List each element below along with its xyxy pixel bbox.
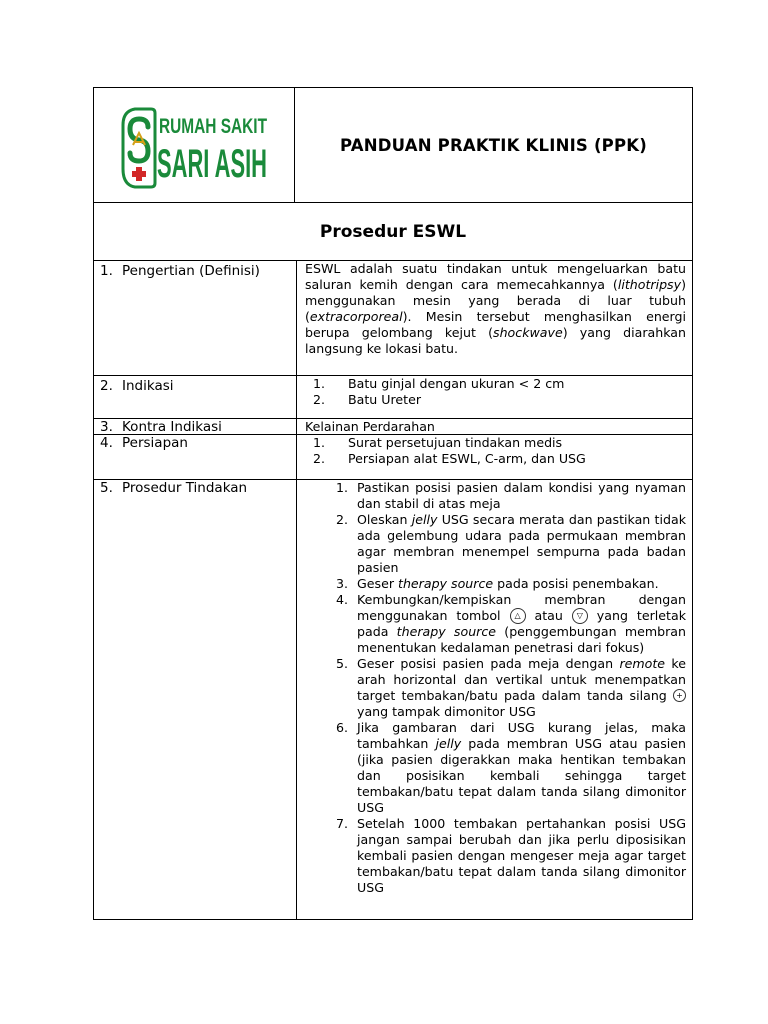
inflate-button-icon: △ xyxy=(510,608,526,624)
hospital-logo xyxy=(119,99,269,191)
indication-list xyxy=(305,376,686,408)
list-item: 6. Jika gambaran dari USG kurang jelas, maka tambahkan jelly pada membran USG atau pasien (jika pasien digerakkan maka hentikan tembakan dan posisikan kembali sehingga target tembakan/batu tepat dalam tanda silang dimonitor USG xyxy=(335,720,687,815)
procedure-list xyxy=(305,480,686,896)
contraindication-text: Kelainan Perdarahan xyxy=(305,419,435,434)
logo-line2: SARI ASIH xyxy=(157,142,267,186)
section-procedure xyxy=(93,479,693,920)
list-item: 2. Oleskan jelly USG secara merata dan pastikan tidak ada gelembung udara pada permukaan membran agar membran menempel sempurna pada badan pasien xyxy=(335,512,686,575)
list-item: 1. Pastikan posisi pasien dalam kondisi yang nyaman dan stabil di atas meja xyxy=(335,480,686,511)
definition-text: ESWL adalah suatu tindakan untuk mengeluarkan batu saluran kemih dengan cara memecahkannya (lithotripsy) menggunakan mesin yang berada di luar tubuh (extracorporeal). Mesin tersebut menghasilkan energi berupa gelombang kejut (shockwave) yang diarahkan langsung ke lokasi batu. xyxy=(305,261,686,356)
preparation-list xyxy=(305,435,686,467)
list-item: 2. Persiapan alat ESWL, C-arm, dan USG xyxy=(313,451,586,466)
section-label: 5. Prosedur Tindakan xyxy=(94,480,297,919)
header-row xyxy=(93,87,693,202)
deflate-button-icon: ▽ xyxy=(572,608,588,624)
document-type-title: PANDUAN PRAKTIK KLINIS (PPK) xyxy=(339,135,647,155)
section-label: 2. Indikasi xyxy=(94,376,297,418)
procedure-title: Prosedur ESWL xyxy=(93,202,693,260)
list-item: 4. Kembungkan/kempiskan membran dengan menggunakan tombol △ atau ▽ yang terletak pada therapy source (penggembungan membran menentukan kedalaman penetrasi dari fokus) xyxy=(335,592,686,655)
list-item: 7. Setelah 1000 tembakan pertahankan posisi USG jangan sampai berubah dan jika perlu diposisikan kembali pasien dengan mengeser meja agar target tembakan/batu tepat dalam tanda silang dimonitor USG xyxy=(335,816,686,895)
section-definition xyxy=(93,260,693,375)
section-label: 4. Persiapan xyxy=(94,435,297,479)
list-item: 1. Surat persetujuan tindakan medis xyxy=(313,435,563,450)
logo-cell xyxy=(94,88,295,202)
logo-line1: RUMAH SAKIT xyxy=(159,115,268,138)
section-label: 1. Pengertian (Definisi) xyxy=(94,261,297,375)
section-contraindication xyxy=(93,418,693,434)
section-label: 3. Kontra Indikasi xyxy=(94,419,297,434)
list-item: 1. Batu ginjal dengan ukuran < 2 cm xyxy=(313,376,565,391)
section-indication xyxy=(93,375,693,418)
list-item: 2. Batu Ureter xyxy=(313,392,422,407)
list-item: 5. Geser posisi pasien pada meja dengan remote ke arah horizontal dan vertikal untuk menempatkan target tembakan/batu pada dalam tanda silang + yang tampak dimonitor USG xyxy=(335,656,686,719)
ppk-document xyxy=(93,87,693,920)
list-item: 3. Geser therapy source pada posisi penembakan. xyxy=(335,576,659,591)
crosshair-icon: + xyxy=(673,689,686,702)
section-preparation xyxy=(93,434,693,479)
